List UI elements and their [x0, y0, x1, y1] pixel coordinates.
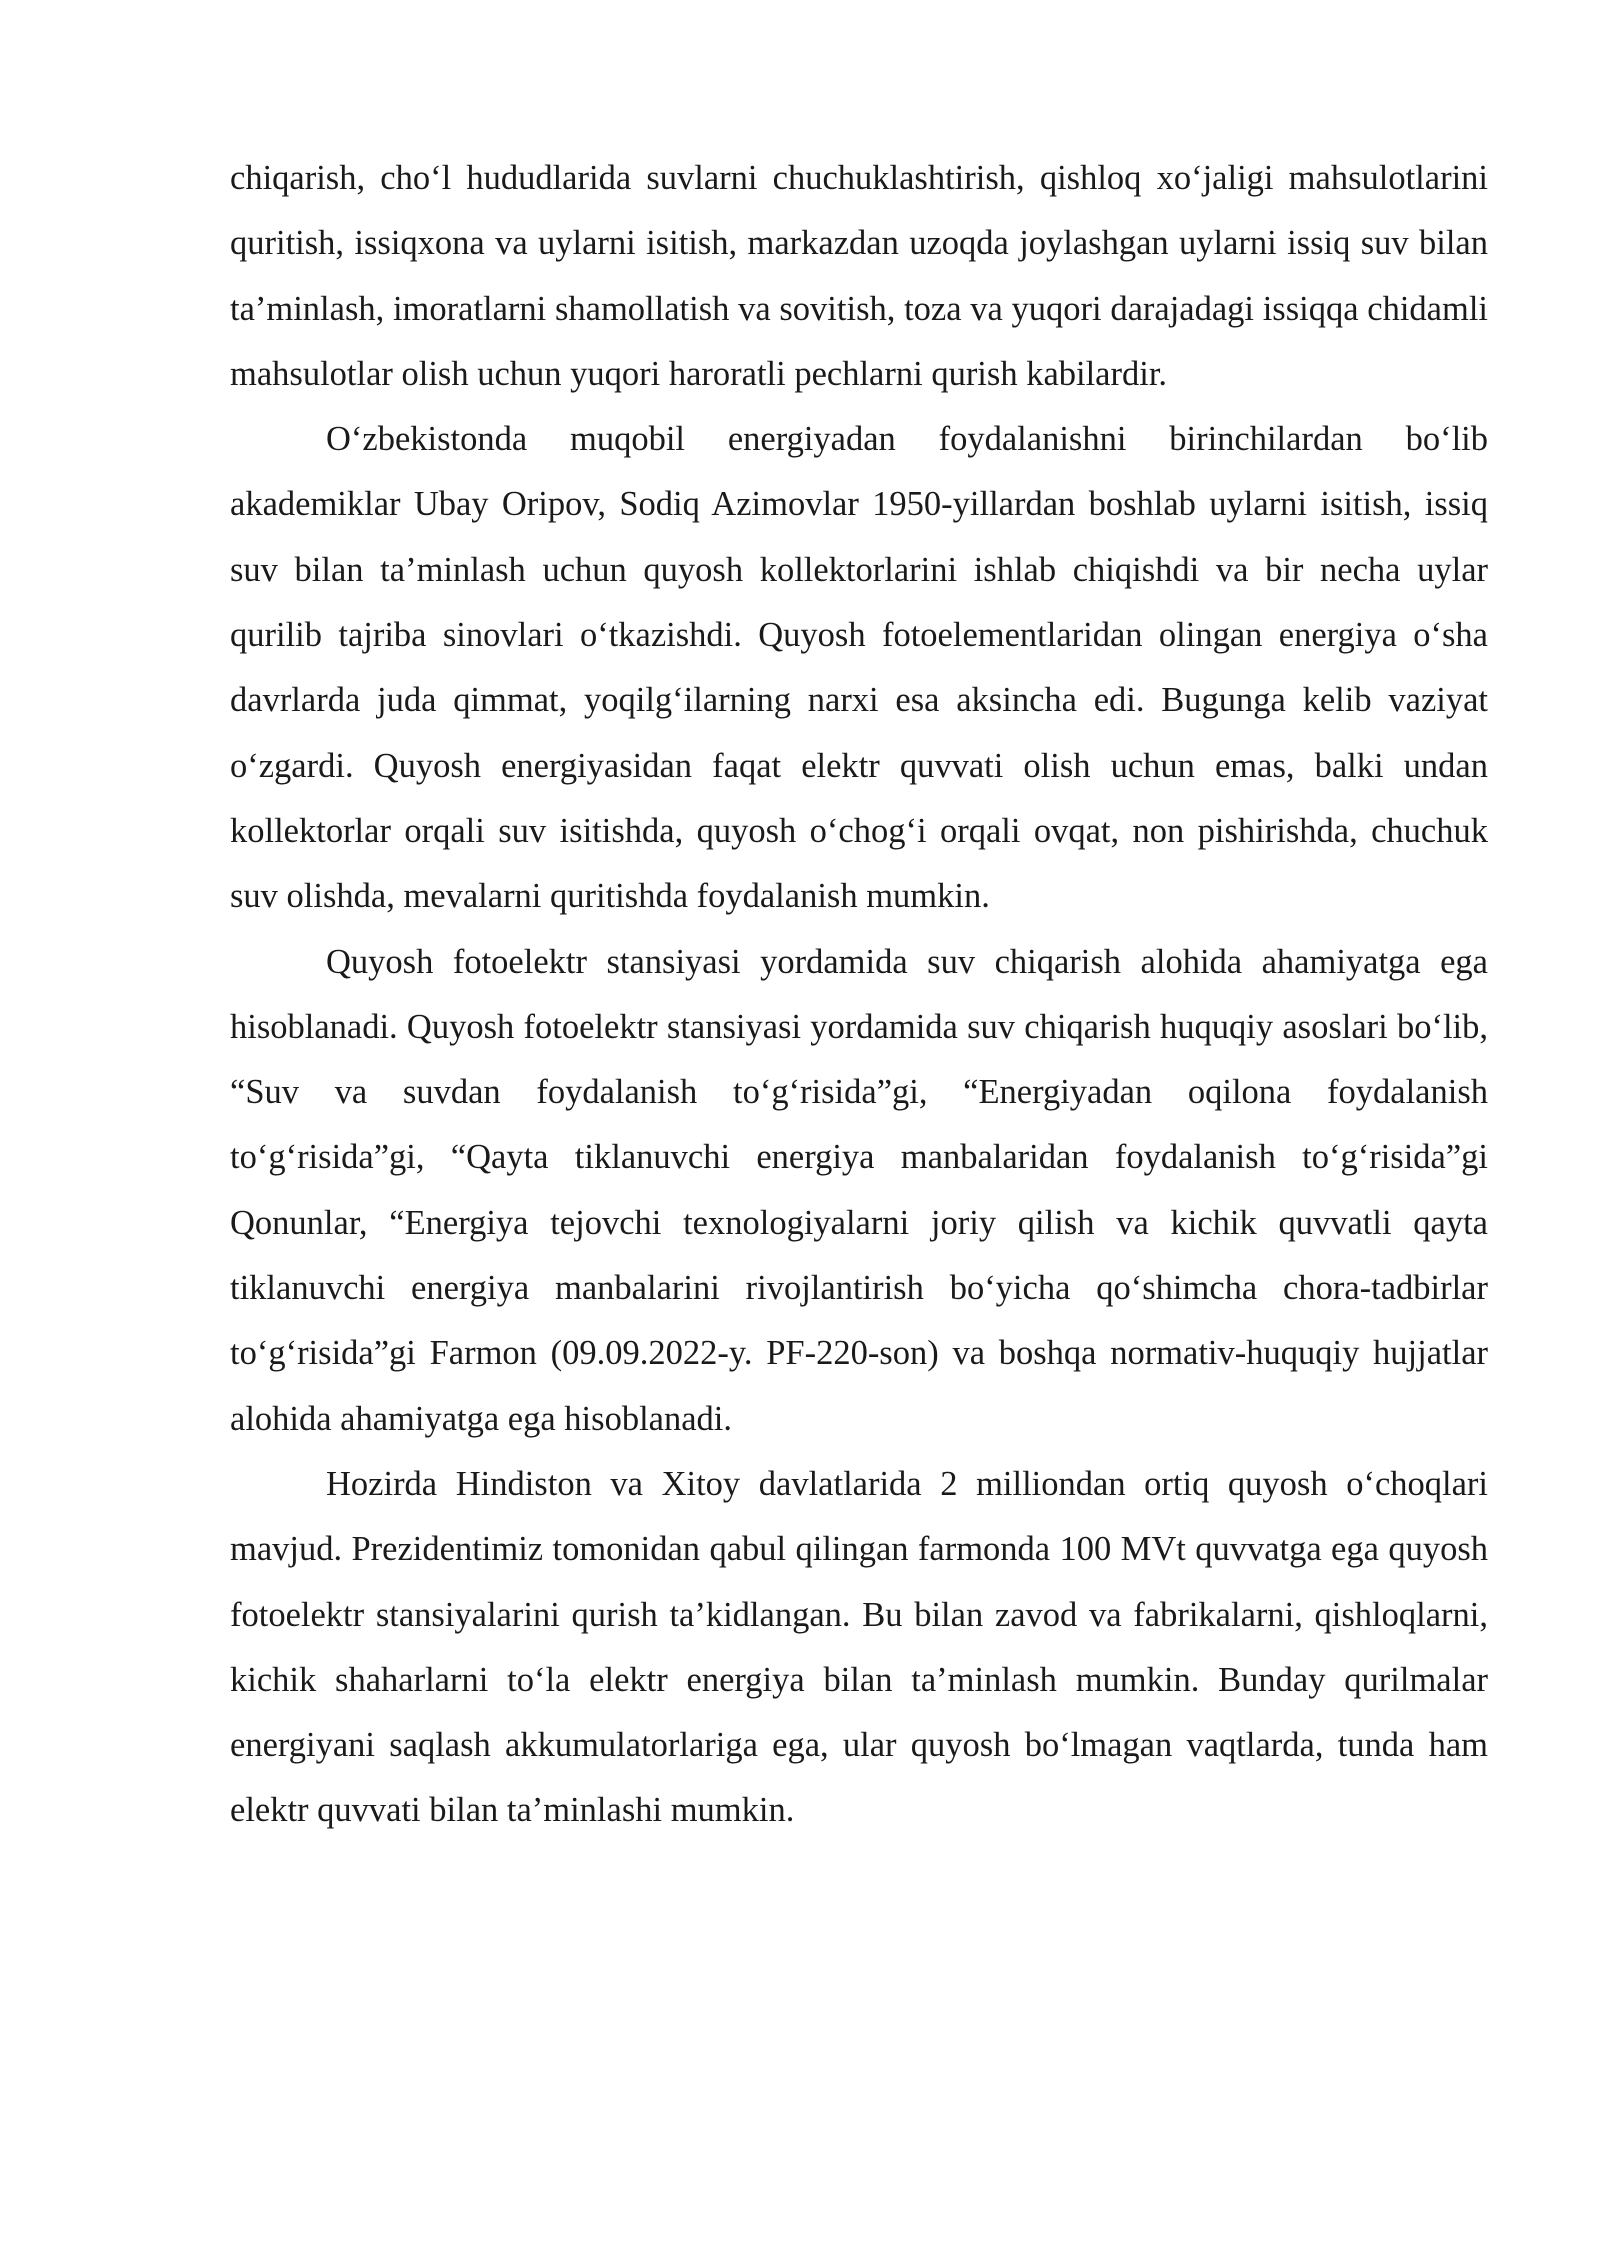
paragraph-continued: chiqarish, cho‘l hududlarida suvlarni chuchuklashtirish, qishloq xo‘jaligi mahsulotlarini quritish, issiqxona va uylarni isitish, markazdan uzoqda joylashgan uylarni issiq suv bilan ta’minlash, imoratlarni shamollatish va sovitish, toza va yuqori darajadagi issiqqa chidamli mahsulotlar olish uchun yuqori haroratli pechlarni qurish kabilardir.: [230, 159, 1488, 393]
body-text: [230, 146, 1488, 1844]
paragraph: O‘zbekistonda muqobil energiyadan foydalanishni birinchilardan bo‘lib akademiklar Ubay Oripov, Sodiq Azimovlar 1950-yillardan boshlab uylarni isitish, issiq suv bilan ta’minlash uchun quyosh kollektorlarini ishlab chiqishdi va bir necha uylar qurilib tajriba sinovlari o‘tkazishdi. Quyosh fotoelementlaridan olingan energiya o‘sha davrlarda juda qimmat, yoqilg‘ilarning narxi esa aksincha edi. Bugunga kelib vaziyat o‘zgardi. Quyosh energiyasidan faqat elektr quvvati olish uchun emas, balki undan kollektorlar orqali suv isitishda, quyosh o‘chog‘i orqali ovqat, non pishirishda, chuchuk suv olishda, mevalarni quritishda foydalanish mumkin.: [230, 420, 1488, 916]
paragraph: Hozirda Hindiston va Xitoy davlatlarida 2 milliondan ortiq quyosh o‘choqlari mavjud. Prezidentimiz tomonidan qabul qilingan farmonda 100 MVt quvvatga ega quyosh fotoelektr stansiyalarini qurish ta’kidlangan. Bu bilan zavod va fabrikalarni, qishloqlarni, kichik shaharlarni to‘la elektr energiya bilan ta’minlash mumkin. Bunday qurilmalar energiyani saqlash akkumulatorlariga ega, ular quyosh bo‘lmagan vaqtlarda, tunda ham elektr quvvati bilan ta’minlashi mumkin.: [230, 1464, 1488, 1830]
paragraph: Quyosh fotoelektr stansiyasi yordamida suv chiqarish alohida ahamiyatga ega hisoblanadi. Quyosh fotoelektr stansiyasi yordamida suv chiqarish huquqiy asoslari bo‘lib, “Suv va suvdan foydalanish to‘g‘risida”gi, “Energiyadan oqilona foydalanish to‘g‘risida”gi, “Qayta tiklanuvchi energiya manbalaridan foydalanish to‘g‘risida”gi Qonunlar, “Energiya tejovchi texnologiyalarni joriy qilish va kichik quvvatli qayta tiklanuvchi energiya manbalarini rivojlantirish bo‘yicha qo‘shimcha chora-tadbirlar to‘g‘risida”gi Farmon (09.09.2022-y. PF-220-son) va boshqa normativ-huquqiy hujjatlar alohida ahamiyatga ega hisoblanadi.: [230, 942, 1488, 1438]
